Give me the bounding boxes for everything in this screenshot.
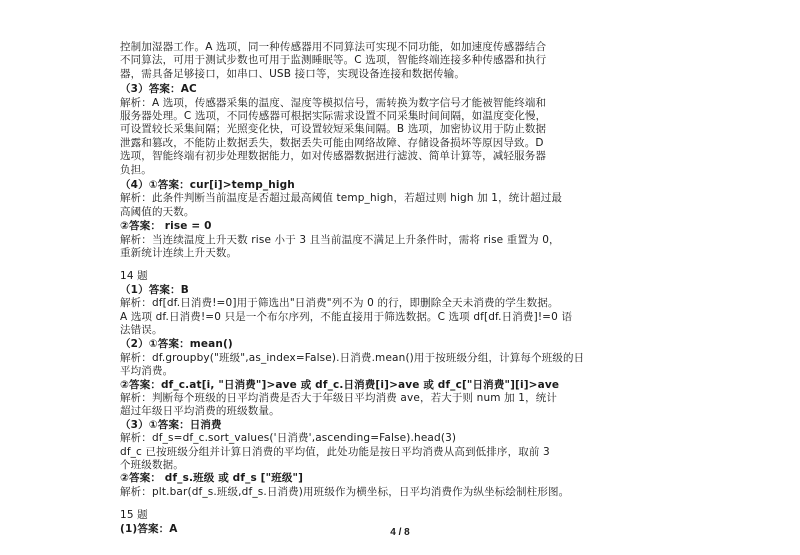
text-line: df_c 已按班级分组并计算日消费的平均值，此处功能是按日平均消费从高到低排序，取前 3 (120, 445, 550, 458)
text-line: 服务器处理。C 选项，不同传感器可根据实际需求设置不同采集时间间隔，如温度变化慢， (120, 110, 547, 122)
text-line: 高阈值的天数。 (120, 205, 195, 218)
text-line: 选项，智能终端有初步处理数据能力，如对传感器数据进行滤波、简单计算等，减轻服务器 (120, 150, 546, 163)
text-line: 可设置较长采集间隔；光照变化快，可设置较短采集间隔。B 选项，加密协议用于防止数据 (120, 123, 547, 136)
analysis-line: 解析：df[df.日消费!=0]用于筛选出"日消费"列不为 0 的行，即删除全天未消费的学生数据。 (120, 297, 559, 310)
analysis-line: 解析：此条件判断当前温度是否超过最高阈值 temp_high，若超过则 high 加 1，统计超过最 (120, 192, 563, 205)
analysis-line: 解析：df_s=df_c.sort_values('日消费',ascending=False).head(3) (120, 432, 457, 445)
text-line: 平均消费。 (120, 365, 174, 378)
analysis-line: 解析：plt.bar(df_s.班级,df_s.日消费)用班级作为横坐标，日平均消费作为纵坐标绘制柱形图。 (120, 485, 570, 498)
page-number: 4 / 8 (390, 527, 410, 538)
question-heading: 14 题 (120, 270, 148, 283)
text-line: 控制加湿器工作。A 选项，同一种传感器用不同算法可实现不同功能，如加速度传感器结合 (120, 41, 547, 53)
answer-line: ②答案：df_c.at[i, "日消费"]>ave 或 df_c.日消费[i]>ave 或 df_c["日消费"][i]>ave (120, 378, 560, 391)
question-heading: 15 题 (120, 509, 148, 522)
answer-line: ②答案： df_s.班级 或 df_s ["班级"] (120, 472, 304, 485)
text-line: 法错误。 (120, 324, 163, 336)
analysis-line: 解析：A 选项，传感器采集的温度、湿度等模拟信号，需转换为数字信号才能被智能终端和 (120, 96, 547, 109)
answer-line: （2）①答案：mean() (120, 338, 233, 351)
text-line: 器，需具备足够接口，如串口、USB 接口等，实现设备连接和数据传输。 (120, 67, 465, 80)
answer-line: （4）①答案：cur[i]>temp_high (120, 179, 295, 191)
text-line: A 选项 df.日消费!=0 只是一个布尔序列，不能直接用于筛选数据。C 选项 df[df.日消费]!=0 语 (120, 310, 573, 323)
text-line: 负担。 (120, 163, 152, 176)
answer-line: （1）答案：B (120, 283, 189, 296)
text-line: 泄露和篡改，不能防止数据丢失，数据丢失可能由网络故障、存储设备损坏等原因导致。D (120, 136, 544, 149)
text-line: 不同算法，可用于测试步数也可用于监测睡眠等。C 选项，智能终端连接多种传感器和执行 (120, 54, 547, 67)
text-line: 重新统计连续上升天数。 (120, 247, 238, 259)
answer-line: ②答案： rise = 0 (120, 220, 212, 233)
text-line: 超过年级日平均消费的班级数量。 (120, 405, 280, 418)
analysis-line: 解析：df.groupby("班级",as_index=False).日消费.mean()用于按班级分组，计算每个班级的日 (120, 351, 585, 364)
analysis-line: 解析：当连续温度上升天数 rise 小于 3 且当前温度不满足上升条件时，需将 rise 重置为 0， (120, 233, 560, 246)
text-line: 个班级数据。 (120, 459, 184, 471)
answer-line: (1)答案：A (120, 522, 178, 535)
answer-line: （3）①答案：日消费 (120, 418, 222, 431)
analysis-line: 解析：判断每个班级的日平均消费是否大于年级日平均消费 ave，若大于则 num 加 1，统计 (120, 392, 558, 404)
answer-line: （3）答案：AC (120, 83, 197, 96)
